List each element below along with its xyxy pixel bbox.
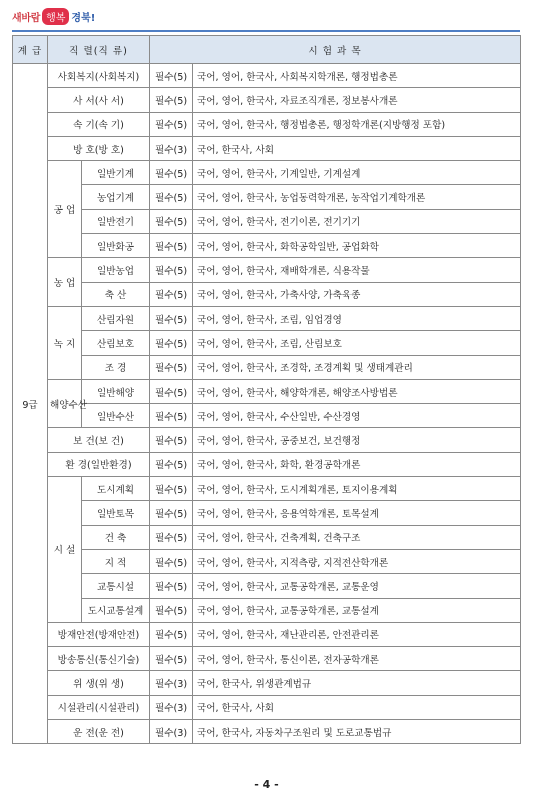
sub-series-cell: 일반토목 — [82, 501, 150, 525]
sub-series-cell: 일반농업 — [82, 258, 150, 282]
subjects-cell: 국어, 영어, 한국사, 화학, 환경공학개론 — [193, 452, 521, 476]
series-cell: 보 건(보 건) — [48, 428, 150, 452]
table-row — [13, 88, 521, 112]
table-row — [13, 525, 521, 549]
subjects-cell: 국어, 영어, 한국사, 재난관리론, 안전관리론 — [193, 622, 521, 646]
logo-text-2: 경북! — [71, 12, 96, 24]
table-row — [13, 234, 521, 258]
group-label: 녹 지 — [48, 306, 82, 379]
required-count: 필수(5) — [150, 209, 193, 233]
subjects-cell: 국어, 영어, 한국사, 조림, 임업경영 — [193, 306, 521, 330]
subjects-cell: 국어, 영어, 한국사, 기계일반, 기계설계 — [193, 161, 521, 185]
table-row — [13, 64, 521, 88]
table-row — [13, 185, 521, 209]
subjects-cell: 국어, 영어, 한국사, 건축계획, 건축구조 — [193, 525, 521, 549]
table-row — [13, 379, 521, 403]
required-count: 필수(3) — [150, 671, 193, 695]
table-row — [13, 258, 521, 282]
required-count: 필수(5) — [150, 525, 193, 549]
required-count: 필수(3) — [150, 720, 193, 744]
subjects-cell: 국어, 영어, 한국사, 응용역학개론, 토목설계 — [193, 501, 521, 525]
subjects-cell: 국어, 영어, 한국사, 지적측량, 지적전산학개론 — [193, 549, 521, 573]
table-row — [13, 695, 521, 719]
sub-series-cell: 도시교통설계 — [82, 598, 150, 622]
subjects-cell: 국어, 영어, 한국사, 도시계획개론, 토지이용계획 — [193, 477, 521, 501]
required-count: 필수(5) — [150, 234, 193, 258]
required-count: 필수(5) — [150, 452, 193, 476]
sub-series-cell: 농업기계 — [82, 185, 150, 209]
table-row — [13, 671, 521, 695]
sub-series-cell: 일반전기 — [82, 209, 150, 233]
required-count: 필수(5) — [150, 282, 193, 306]
sub-series-cell: 산림자원 — [82, 306, 150, 330]
series-cell: 환 경(일반환경) — [48, 452, 150, 476]
subjects-cell: 국어, 영어, 한국사, 조경학, 조경계획 및 생태계관리 — [193, 355, 521, 379]
exam-subject-table — [12, 35, 521, 744]
series-cell: 방재안전(방재안전) — [48, 622, 150, 646]
sub-series-cell: 일반기계 — [82, 161, 150, 185]
required-count: 필수(3) — [150, 695, 193, 719]
table-row — [13, 282, 521, 306]
table-row — [13, 331, 521, 355]
required-count: 필수(5) — [150, 88, 193, 112]
subjects-cell: 국어, 한국사, 사회 — [193, 136, 521, 160]
required-count: 필수(5) — [150, 647, 193, 671]
subjects-cell: 국어, 영어, 한국사, 해양학개론, 해양조사방법론 — [193, 379, 521, 403]
heart-icon: 행복 — [42, 8, 69, 25]
subjects-cell: 국어, 영어, 한국사, 행정법총론, 행정학개론(지방행정 포함) — [193, 112, 521, 136]
table-row — [13, 404, 521, 428]
subjects-cell: 국어, 한국사, 사회 — [193, 695, 521, 719]
table-header-row — [13, 36, 521, 64]
page-number: - 4 - — [254, 778, 279, 791]
subjects-cell: 국어, 영어, 한국사, 교통공학개론, 교통설계 — [193, 598, 521, 622]
sub-series-cell: 도시계획 — [82, 477, 150, 501]
table-row — [13, 136, 521, 160]
table-row — [13, 501, 521, 525]
table-row — [13, 574, 521, 598]
sub-series-cell: 일반수산 — [82, 404, 150, 428]
subjects-cell: 국어, 영어, 한국사, 농업동력학개론, 농작업기계학개론 — [193, 185, 521, 209]
series-cell: 사 서(사 서) — [48, 88, 150, 112]
required-count: 필수(5) — [150, 258, 193, 282]
sub-series-cell: 조 경 — [82, 355, 150, 379]
required-count: 필수(5) — [150, 598, 193, 622]
header-job: 직 렬(직 류) — [48, 36, 150, 64]
required-count: 필수(5) — [150, 501, 193, 525]
subjects-cell: 국어, 영어, 한국사, 화학공학일반, 공업화학 — [193, 234, 521, 258]
sub-series-cell: 일반해양 — [82, 379, 150, 403]
required-count: 필수(5) — [150, 355, 193, 379]
subjects-cell: 국어, 영어, 한국사, 가축사양, 가축육종 — [193, 282, 521, 306]
subjects-cell: 국어, 영어, 한국사, 통신이론, 전자공학개론 — [193, 647, 521, 671]
table-row — [13, 355, 521, 379]
sub-series-cell: 산림보호 — [82, 331, 150, 355]
required-count: 필수(5) — [150, 477, 193, 501]
group-label: 농 업 — [48, 258, 82, 307]
required-count: 필수(5) — [150, 404, 193, 428]
series-cell: 방 호(방 호) — [48, 136, 150, 160]
sub-series-cell: 축 산 — [82, 282, 150, 306]
required-count: 필수(5) — [150, 161, 193, 185]
header-rule — [12, 30, 520, 32]
table-row — [13, 428, 521, 452]
table-row — [13, 549, 521, 573]
table-row — [13, 622, 521, 646]
group-label: 해양수산 — [48, 379, 82, 428]
required-count: 필수(5) — [150, 64, 193, 88]
required-count: 필수(5) — [150, 331, 193, 355]
sub-series-cell: 일반화공 — [82, 234, 150, 258]
required-count: 필수(5) — [150, 306, 193, 330]
subjects-cell: 국어, 영어, 한국사, 전기이론, 전기기기 — [193, 209, 521, 233]
required-count: 필수(5) — [150, 112, 193, 136]
subjects-cell: 국어, 영어, 한국사, 공중보건, 보건행정 — [193, 428, 521, 452]
series-cell: 시설관리(시설관리) — [48, 695, 150, 719]
header-grade: 계 급 — [13, 36, 48, 64]
grade-cell: 9급 — [13, 64, 48, 744]
required-count: 필수(5) — [150, 379, 193, 403]
table-row — [13, 720, 521, 744]
table-row — [13, 477, 521, 501]
required-count: 필수(5) — [150, 549, 193, 573]
table-row — [13, 209, 521, 233]
series-cell: 방송통신(통신기술) — [48, 647, 150, 671]
sub-series-cell: 교통시설 — [82, 574, 150, 598]
required-count: 필수(5) — [150, 185, 193, 209]
sub-series-cell: 지 적 — [82, 549, 150, 573]
logo-text: 새바람 — [12, 12, 41, 24]
subjects-cell: 국어, 영어, 한국사, 수산일반, 수산경영 — [193, 404, 521, 428]
subjects-cell: 국어, 한국사, 자동차구조원리 및 도로교통법규 — [193, 720, 521, 744]
header-subjects: 시 험 과 목 — [150, 36, 521, 64]
series-cell: 운 전(운 전) — [48, 720, 150, 744]
table-row — [13, 112, 521, 136]
group-label: 시 설 — [48, 477, 82, 623]
required-count: 필수(5) — [150, 622, 193, 646]
table-row — [13, 452, 521, 476]
table-row — [13, 647, 521, 671]
subjects-cell: 국어, 영어, 한국사, 사회복지학개론, 행정법총론 — [193, 64, 521, 88]
required-count: 필수(5) — [150, 574, 193, 598]
series-cell: 사회복지(사회복지) — [48, 64, 150, 88]
subjects-cell: 국어, 영어, 한국사, 자료조직개론, 정보봉사개론 — [193, 88, 521, 112]
table-row — [13, 306, 521, 330]
sub-series-cell: 건 축 — [82, 525, 150, 549]
series-cell: 위 생(위 생) — [48, 671, 150, 695]
required-count: 필수(5) — [150, 428, 193, 452]
table-row — [13, 161, 521, 185]
group-label: 공 업 — [48, 161, 82, 258]
subjects-cell: 국어, 영어, 한국사, 재배학개론, 식용작물 — [193, 258, 521, 282]
logo — [12, 5, 95, 27]
subjects-cell: 국어, 한국사, 위생관계법규 — [193, 671, 521, 695]
required-count: 필수(3) — [150, 136, 193, 160]
subjects-cell: 국어, 영어, 한국사, 교통공학개론, 교통운영 — [193, 574, 521, 598]
table-row — [13, 598, 521, 622]
series-cell: 속 기(속 기) — [48, 112, 150, 136]
subjects-cell: 국어, 영어, 한국사, 조림, 산림보호 — [193, 331, 521, 355]
